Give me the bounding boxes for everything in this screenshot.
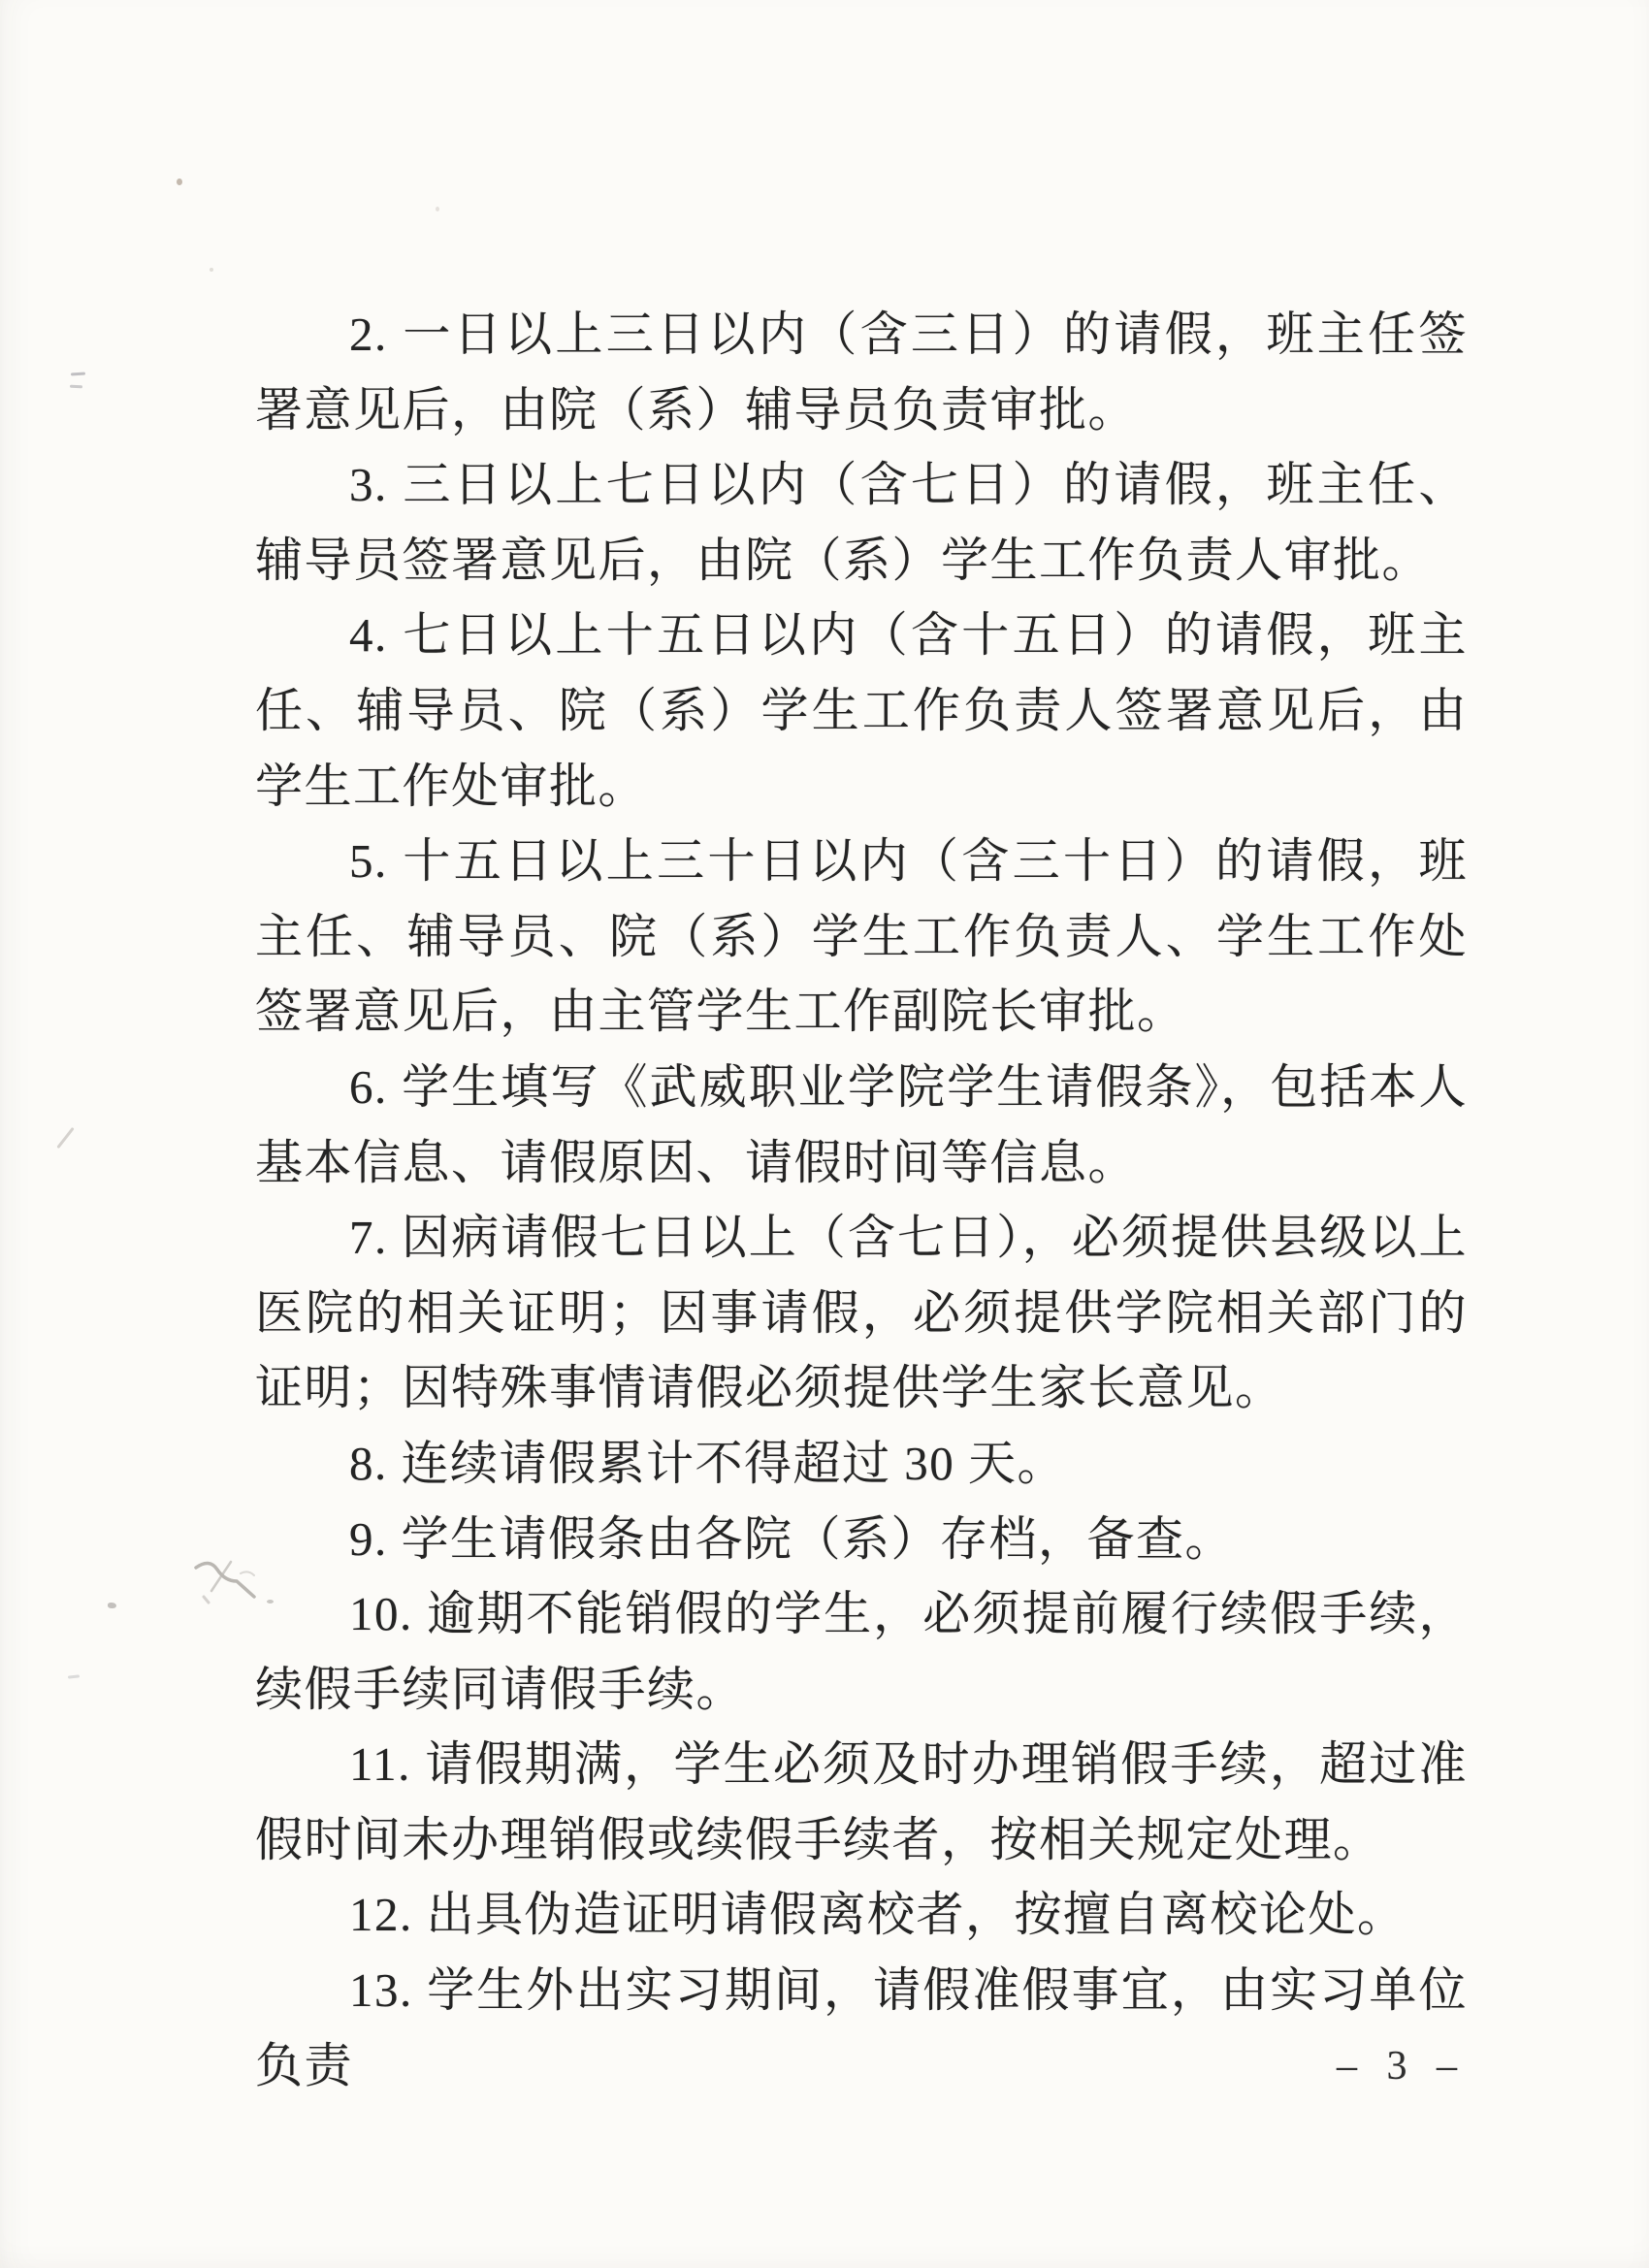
scan-speck: [210, 268, 213, 272]
margin-pencil-dash: [70, 385, 82, 389]
margin-pencil-dash: [56, 1127, 74, 1149]
policy-item-13: 13. 学生外出实习期间，请假准假事宜，由实习单位负责: [255, 1963, 1468, 2092]
policy-item-4: 4. 七日以上十五日以内（含十五日）的请假，班主任、辅导员、院（系）学生工作负责人签署意见后，由学生工作处审批。: [255, 608, 1468, 813]
policy-item-12: 12. 出具伪造证明请假离校者，按擅自离校论处。: [349, 1888, 1406, 1942]
scan-speck: [436, 207, 439, 211]
policy-item-list: [255, 297, 1468, 2103]
policy-item-2: 2. 一日以上三日以内（含三日）的请假，班主任签署意见后，由院（系）辅导员负责审批。: [255, 308, 1468, 437]
margin-pencil-dash: [68, 1674, 80, 1678]
policy-item-3: 3. 三日以上七日以内（含七日）的请假，班主任、辅导员签署意见后，由院（系）学生工作负责人审批。: [255, 458, 1468, 587]
policy-item-9: 9. 学生请假条由各院（系）存档，备查。: [349, 1511, 1235, 1566]
scan-speck: [177, 178, 182, 185]
policy-item-10: 10. 逾期不能销假的学生，必须提前履行续假手续，续假手续同请假手续。: [255, 1587, 1468, 1716]
scan-speck: [108, 1603, 116, 1608]
policy-item-6: 6. 学生填写《武威职业学院学生请假条》，包括本人基本信息、请假原因、请假时间等信息。: [255, 1059, 1468, 1189]
margin-pencil-dash: [71, 372, 85, 375]
policy-item-7: 7. 因病请假七日以上（含七日），必须提供县级以上医院的相关证明；因事请假，必须提供学院相关部门的证明；因特殊事情请假必须提供学生家长意见。: [255, 1211, 1468, 1415]
policy-item-5: 5. 十五日以上三十日以内（含三十日）的请假，班主任、辅导员、院（系）学生工作负责人、学生工作处签署意见后，由主管学生工作副院长审批。: [255, 834, 1468, 1039]
policy-item-8: 8. 连续请假累计不得超过 30 天。: [349, 1436, 1067, 1490]
policy-item-11: 11. 请假期满，学生必须及时办理销假手续，超过准假时间未办理销假或续假手续者，按相关规定处理。: [255, 1737, 1468, 1866]
pencil-scribble-mark: [184, 1548, 272, 1610]
page-number: – 3 –: [1337, 2044, 1467, 2089]
